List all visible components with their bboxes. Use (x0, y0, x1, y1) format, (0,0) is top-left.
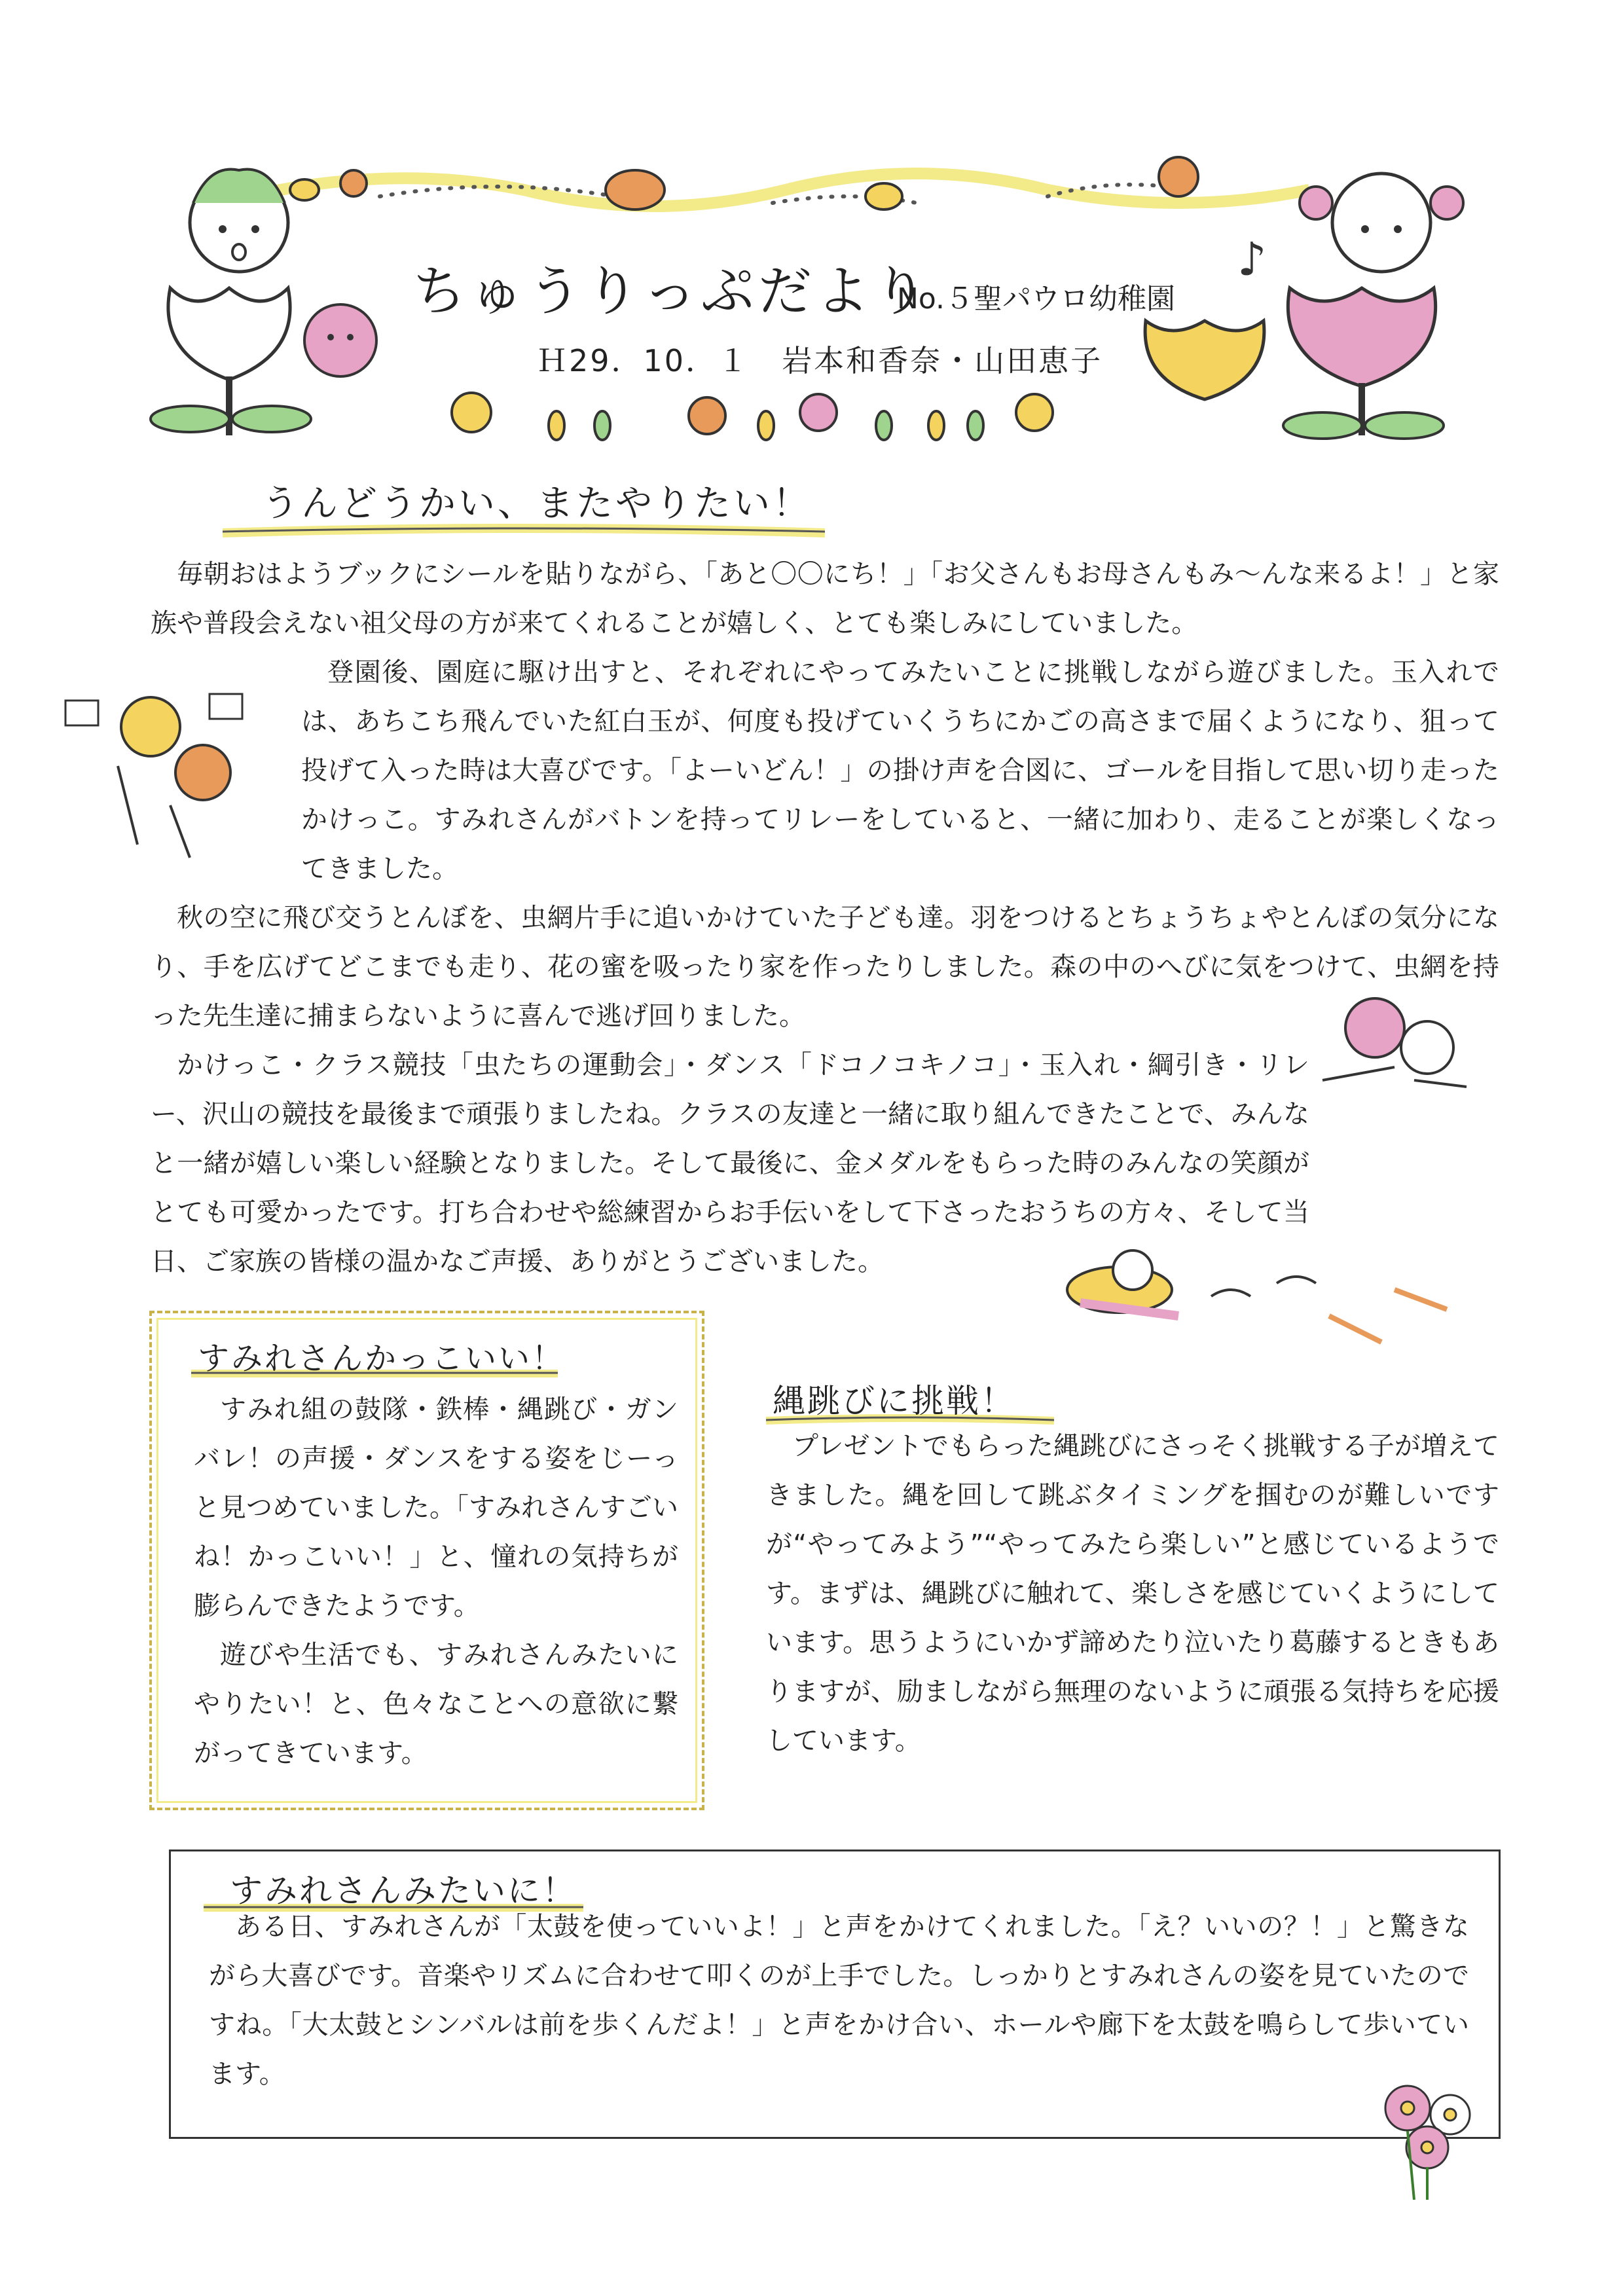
children-cheering-illustration (39, 674, 275, 871)
flower-row (452, 393, 1053, 440)
cosmos-flower-icon (1362, 2069, 1493, 2200)
bee-icon (290, 179, 319, 200)
paragraph: 遊びや生活でも、すみれさんみたいにやりたい！と、色々なことへの意欲に繋がってきています。 (194, 1640, 678, 1768)
music-note-icon: ♪ (1237, 232, 1267, 286)
running-children-illustration (1316, 989, 1486, 1100)
paragraph: 毎朝おはようブックにシールを貼りながら、「あと〇〇にち！」「お父さんもお母さんもみ～んな来るよ！」と家族や普段会えない祖父母の方が来てくれることが嬉しく、とても楽しみにしていました。 (151, 559, 1499, 638)
ladybug-icon (340, 170, 367, 196)
paragraph: プレゼントでもらった縄跳びにさっそく挑戦する子が増えてきました。縄を回して跳ぶタイミングを掴むのが難しいですが“やってみよう”“やってみたら楽しい”と感じているようです。まずは、縄跳びに触れて、楽しさを感じていくようにしています。思うようにいかず諦めたり泣いたり葛藤するときもありますが、励ましながら無理のないように頑張る気持ちを応援しています。 (766, 1431, 1499, 1756)
paragraph: ある日、すみれさんが「太鼓を使っていいよ！」と声をかけてくれました。「え？いいの？！」と驚きながら大喜びです。音楽やリズムに合わせて叩くのが上手でした。しっかりとすみれさんの姿を見ていたのですね。「大太鼓とシンバルは前を歩くんだよ！」と声をかけ合い、ホールや廊下を太鼓を鳴らして歩いています。 (209, 1912, 1469, 2089)
girl-face-icon (1300, 173, 1463, 272)
main-heading: うんどうかい、またやりたい！ (262, 483, 812, 525)
paragraph: 登園後、園庭に駆け出すと、それぞれにやってみたいことに挑戦しながら遊びました。玉入れでは、あちこち飛んでいた紅白玉が、何度も投げていくうちにかごの高さまで届くようになり、狙って投げて入った時は大喜びです。「よーいどん！」の掛け声を合図に、ゴールを目指して思い切り走ったかけっこ。すみれさんがバトンを持ってリレーをしていると、一緒に加わり、走ることが楽しくなってきました。 (301, 657, 1499, 884)
tulip-icon (151, 288, 311, 435)
paragraph: 秋の空に飛び交うとんぼを、虫網片手に追いかけていた子ども達。羽をつけるとちょうちょやとんぼの気分になり、手を広げてどこまでも走り、花の蜜を吸ったり家を作ったりしました。森の中のへびに気をつけて、虫網を持った先生達に捕まらないように喜んで逃げ回りました。 (151, 903, 1499, 1031)
bee-icon (866, 183, 902, 210)
dragonfly-illustration (1054, 1244, 1499, 1362)
nawa-heading: 縄跳びに挑戦！ (773, 1382, 1015, 1420)
ladybug-icon (1159, 157, 1198, 196)
tulip-icon (1145, 321, 1264, 399)
paragraph: すみれ組の鼓隊・鉄棒・縄跳び・ガンバレ！の声援・ダンスをする姿をじーっと見つめていました。「すみれさんすごいね！かっこいい！」と、憧れの気持ちが膨らんできたようです。 (194, 1394, 678, 1621)
boy-face-icon (190, 170, 288, 272)
mitai-box (169, 1850, 1501, 2139)
paragraph: かけっこ・クラス競技「虫たちの運動会」・ダンス「ドコノコキノコ」・玉入れ・綱引き・リレー、沢山の競技を最後まで頑張りましたね。クラスの友達と一緒に取り組んできたことで、みんなと一緒が嬉しい楽しい経験となりました。そして最後に、金メダルをもらった時のみんなの笑顔がとても可愛かったです。打ち合わせや総練習からお手伝いをして下さったおうちの方々、そして当日、ご家族の皆様の温かなご声援、ありがとうございました。 (151, 1050, 1309, 1277)
small-flower-icon (304, 304, 376, 376)
dateline: Ｈ29．10．１ 岩本和香奈・山田恵子 (537, 343, 1103, 378)
newsletter-title: ちゅうりっぷだより (412, 261, 932, 323)
tulip-icon (1283, 288, 1444, 439)
butterfly-icon (606, 170, 665, 210)
issue-number: No.５聖パウロ幼稚園 (897, 282, 1176, 316)
sumire-heading: すみれさんかっこいい！ (198, 1340, 566, 1377)
sumire-body (194, 1385, 678, 1778)
mitai-heading: すみれさんみたいに！ (230, 1872, 577, 1910)
sumire-box (149, 1311, 704, 1810)
